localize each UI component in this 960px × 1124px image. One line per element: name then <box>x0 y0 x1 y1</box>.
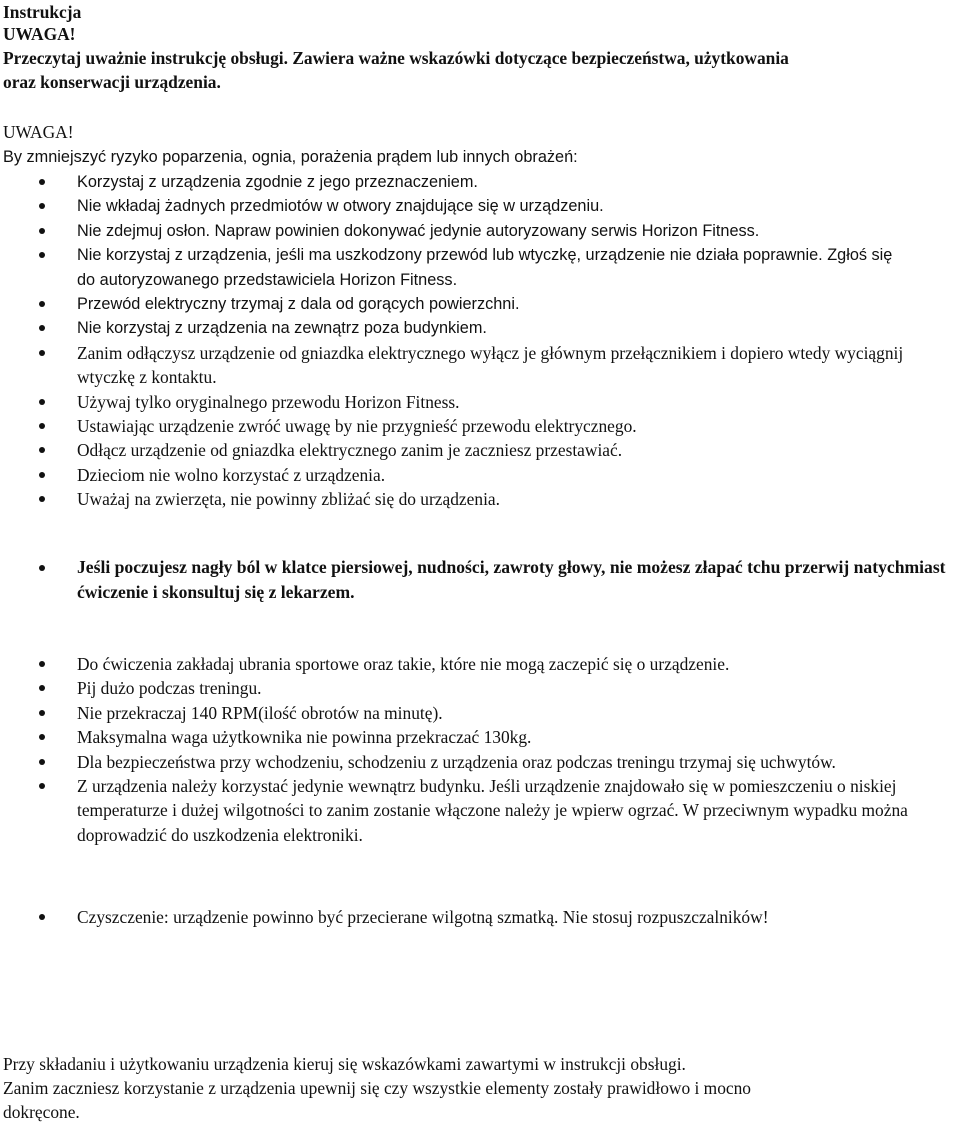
list-item: Z urządzenia należy korzystać jedynie wewnątrz budynku. Jeśli urządzenie znajdowało się w pomieszczeniu o niskiej temperaturze i dużej wilgotności to zanim zostanie włączone należy je wpierw ogrzać. W przeciwnym wypadku można doprowadzić do uszkodzenia elektroniki. <box>3 774 953 847</box>
list-item: Ustawiając urządzenie zwróć uwagę by nie przygnieść przewodu elektrycznego. <box>3 414 953 438</box>
bullet-icon <box>39 179 45 185</box>
document-title: Instrukcja <box>3 2 82 22</box>
risk-intro: By zmniejszyć ryzyko poparzenia, ognia, porażenia prądem lub innych obrażeń: <box>3 148 578 166</box>
list-item: Korzystaj z urządzenia zgodnie z jego przeznaczeniem. <box>3 170 953 194</box>
bullet-icon <box>39 447 45 453</box>
usage-list <box>3 652 953 847</box>
bullet-icon <box>39 496 45 502</box>
bullet-icon <box>39 301 45 307</box>
list-item: Nie zdejmuj osłon. Napraw powinien dokonywać jedynie autoryzowany serwis Horizon Fitness. <box>3 219 953 243</box>
bullet-icon <box>39 472 45 478</box>
bullet-icon <box>39 252 45 258</box>
bullet-icon <box>39 399 45 405</box>
list-item: Maksymalna waga użytkownika nie powinna przekraczać 130kg. <box>3 725 953 749</box>
bullet-icon <box>39 350 45 356</box>
bullet-icon <box>39 759 45 765</box>
bullet-icon <box>39 565 45 571</box>
bullet-icon <box>39 783 45 789</box>
list-item: Zanim odłączysz urządzenie od gniazdka elektrycznego wyłącz je głównym przełącznikiem i dopiero wtedy wyciągnij wtyczkę z kontaktu. <box>3 341 953 390</box>
list-item: Odłącz urządzenie od gniazdka elektrycznego zanim je zaczniesz przestawiać. <box>3 438 953 462</box>
list-item: Przewód elektryczny trzymaj z dala od gorących powierzchni. <box>3 292 953 316</box>
bullet-icon <box>39 685 45 691</box>
footer-line-2: Zanim zaczniesz korzystanie z urządzenia upewnij się czy wszystkie elementy zostały prawidłowo i mocno <box>3 1078 752 1098</box>
safety-list <box>3 170 953 512</box>
bullet-icon <box>39 710 45 716</box>
footer-line-3: dokręcone. <box>3 1102 80 1122</box>
cleaning-note: Czyszczenie: urządzenie powinno być przecierane wilgotną szmatką. Nie stosuj rozpuszczalników! <box>3 905 953 929</box>
bullet-icon <box>39 423 45 429</box>
bullet-icon <box>39 228 45 234</box>
warning-heading-1: UWAGA! <box>3 24 76 44</box>
bullet-icon <box>39 661 45 667</box>
list-item: Używaj tylko oryginalnego przewodu Horizon Fitness. <box>3 390 953 414</box>
list-item: Nie przekraczaj 140 RPM(ilość obrotów na minutę). <box>3 701 953 725</box>
footer-line-1: Przy składaniu i użytkowaniu urządzenia kieruj się wskazówkami zawartymi w instrukcji obsługi. <box>3 1054 686 1074</box>
list-item: Nie korzystaj z urządzenia na zewnątrz poza budynkiem. <box>3 316 953 340</box>
bullet-icon <box>39 203 45 209</box>
bullet-icon <box>39 325 45 331</box>
intro-line-1: Przeczytaj uważnie instrukcję obsługi. Zawiera ważne wskazówki dotyczące bezpieczeństwa, użytkowania <box>3 48 789 68</box>
intro-line-2: oraz konserwacji urządzenia. <box>3 72 221 92</box>
warning-heading-2: UWAGA! <box>3 122 74 142</box>
list-item: Dzieciom nie wolno korzystać z urządzenia. <box>3 463 953 487</box>
list-item: Do ćwiczenia zakładaj ubrania sportowe oraz takie, które nie mogą zaczepić się o urządzenie. <box>3 652 953 676</box>
health-warning: Jeśli poczujesz nagły ból w klatce piersiowej, nudności, zawroty głowy, nie możesz złapać tchu przerwij natychmiast ćwiczenie i skonsultuj się z lekarzem. <box>3 555 953 605</box>
list-item: Nie wkładaj żadnych przedmiotów w otwory znajdujące się w urządzeniu. <box>3 194 953 218</box>
bullet-icon <box>39 734 45 740</box>
list-item: Nie korzystaj z urządzenia, jeśli ma uszkodzony przewód lub wtyczkę, urządzenie nie działa poprawnie. Zgłoś się do autoryzowanego przedstawiciela Horizon Fitness. <box>3 243 953 292</box>
list-item: Uważaj na zwierzęta, nie powinny zbliżać się do urządzenia. <box>3 487 953 511</box>
list-item: Dla bezpieczeństwa przy wchodzeniu, schodzeniu z urządzenia oraz podczas treningu trzymaj się uchwytów. <box>3 750 953 774</box>
list-item: Pij dużo podczas treningu. <box>3 676 953 700</box>
bullet-icon <box>39 914 45 920</box>
